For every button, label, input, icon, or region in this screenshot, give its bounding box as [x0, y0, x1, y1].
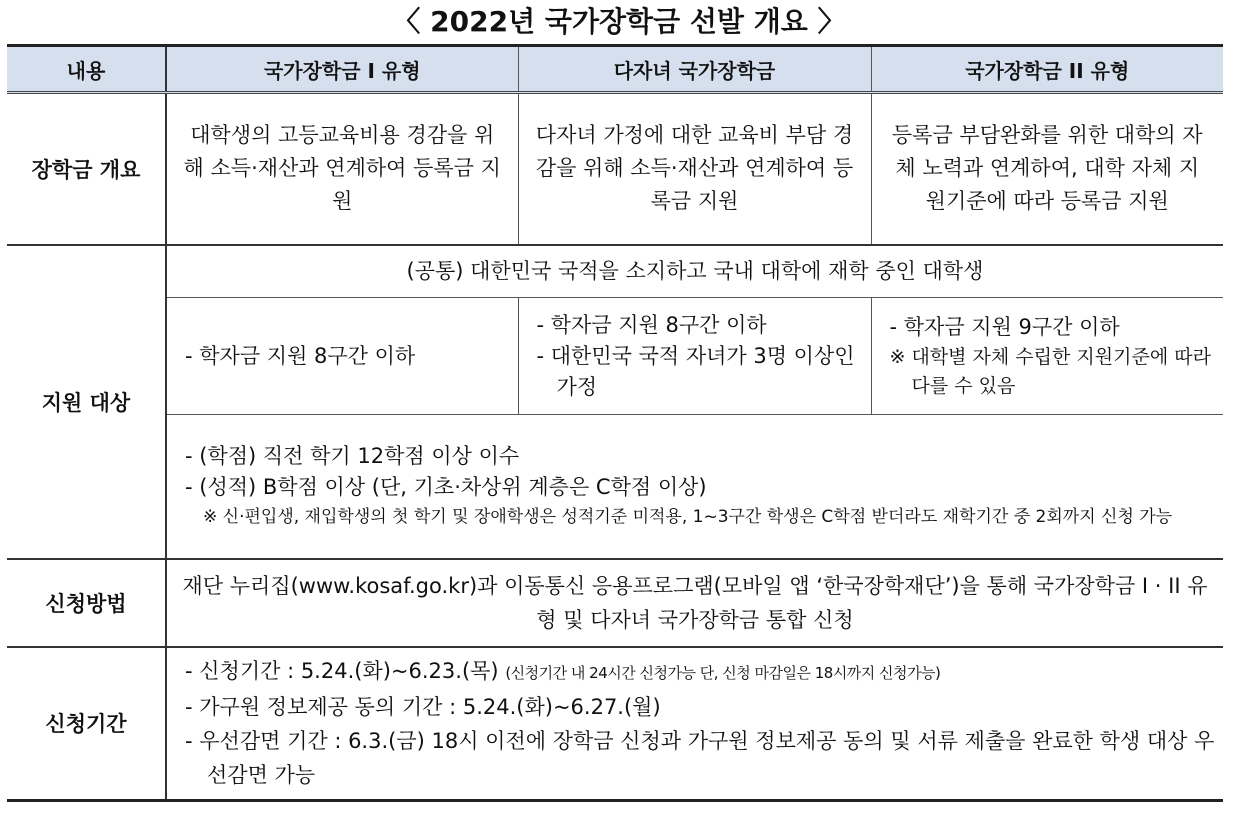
period-line-1	[185, 654, 1215, 690]
target-multi-item-1: - 학자금 지원 8구간 이하	[536, 312, 767, 337]
header-row	[7, 46, 1223, 93]
header-type2: 국가장학금 II 유형	[871, 46, 1223, 93]
period-apply-note: (신청기간 내 24시간 신청가능 단, 신청 마감일은 18시까지 신청가능)	[505, 664, 941, 683]
period-content	[166, 647, 1223, 801]
overview-label: 장학금 개요	[7, 93, 166, 245]
target-grade	[166, 415, 1223, 559]
grade-credit-line: - (학점) 직전 학기 12학점 이상 이수	[185, 444, 520, 469]
header-content: 내용	[7, 46, 166, 93]
overview-type2: 등록금 부담완화를 위한 대학의 자체 노력과 연계하여, 대학 자체 지원기준에 따라 등록금 지원	[871, 93, 1223, 245]
target-type2	[871, 298, 1223, 415]
target-label: 지원 대상	[7, 245, 166, 559]
target-type2-note: ※ 대학별 자체 수립한 지원기준에 따라 다를 수 있음	[889, 345, 1211, 397]
method-row	[7, 559, 1223, 647]
target-multi-item-2: - 대한민국 국적 자녀가 3명 이상인 가정	[536, 343, 855, 399]
target-type1: - 학자금 지원 8구간 이하	[166, 298, 518, 415]
period-line-2: - 가구원 정보제공 동의 기간 : 5.24.(화)~6.27.(월)	[185, 695, 661, 720]
target-type2-item: - 학자금 지원 9구간 이하	[889, 314, 1120, 339]
period-row	[7, 647, 1223, 801]
header-multi-child: 다자녀 국가장학금	[518, 46, 871, 93]
overview-type1: 대학생의 고등교육비용 경감을 위해 소득·재산과 연계하여 등록금 지원	[166, 93, 518, 245]
overview-multi-child: 다자녀 가정에 대한 교육비 부담 경감을 위해 소득·재산과 연계하여 등록금 지원	[518, 93, 871, 245]
period-apply-dates: - 신청기간 : 5.24.(화)~6.23.(목)	[185, 659, 499, 684]
overview-row	[7, 93, 1223, 245]
period-label: 신청기간	[7, 647, 166, 801]
target-criteria-row	[7, 298, 1223, 415]
page-title: 〈 2022년 국가장학금 선발 개요 〉	[392, 5, 846, 38]
period-line-3: - 우선감면 기간 : 6.3.(금) 18시 이전에 장학금 신청과 가구원 정보제공 동의 및 서류 제출을 완료한 학생 대상 우선감면 가능	[185, 729, 1215, 788]
target-common: (공통) 대한민국 국적을 소지하고 국내 대학에 재학 중인 대학생	[166, 245, 1223, 298]
grade-note: ※ 신·편입생, 재입학생의 첫 학기 및 장애학생은 성적기준 미적용, 1~3구간 학생은 C학점 받더라도 재학기간 중 2회까지 신청 가능	[203, 507, 1173, 528]
method-text: 재단 누리집(www.kosaf.go.kr)과 이동통신 응용프로그램(모바일 앱 ‘한국장학재단’)을 통해 국가장학금 I · II 유형 및 다자녀 국가장학금 통합 신청	[166, 559, 1223, 647]
header-type1: 국가장학금 I 유형	[166, 46, 518, 93]
selection-overview-table	[7, 44, 1223, 802]
grade-score-line: - (성적) B학점 이상 (단, 기초·차상위 계층은 C학점 이상)	[185, 475, 707, 500]
target-multi-child	[518, 298, 871, 415]
target-grade-row	[7, 415, 1223, 559]
method-label: 신청방법	[7, 559, 166, 647]
target-common-row	[7, 245, 1223, 298]
